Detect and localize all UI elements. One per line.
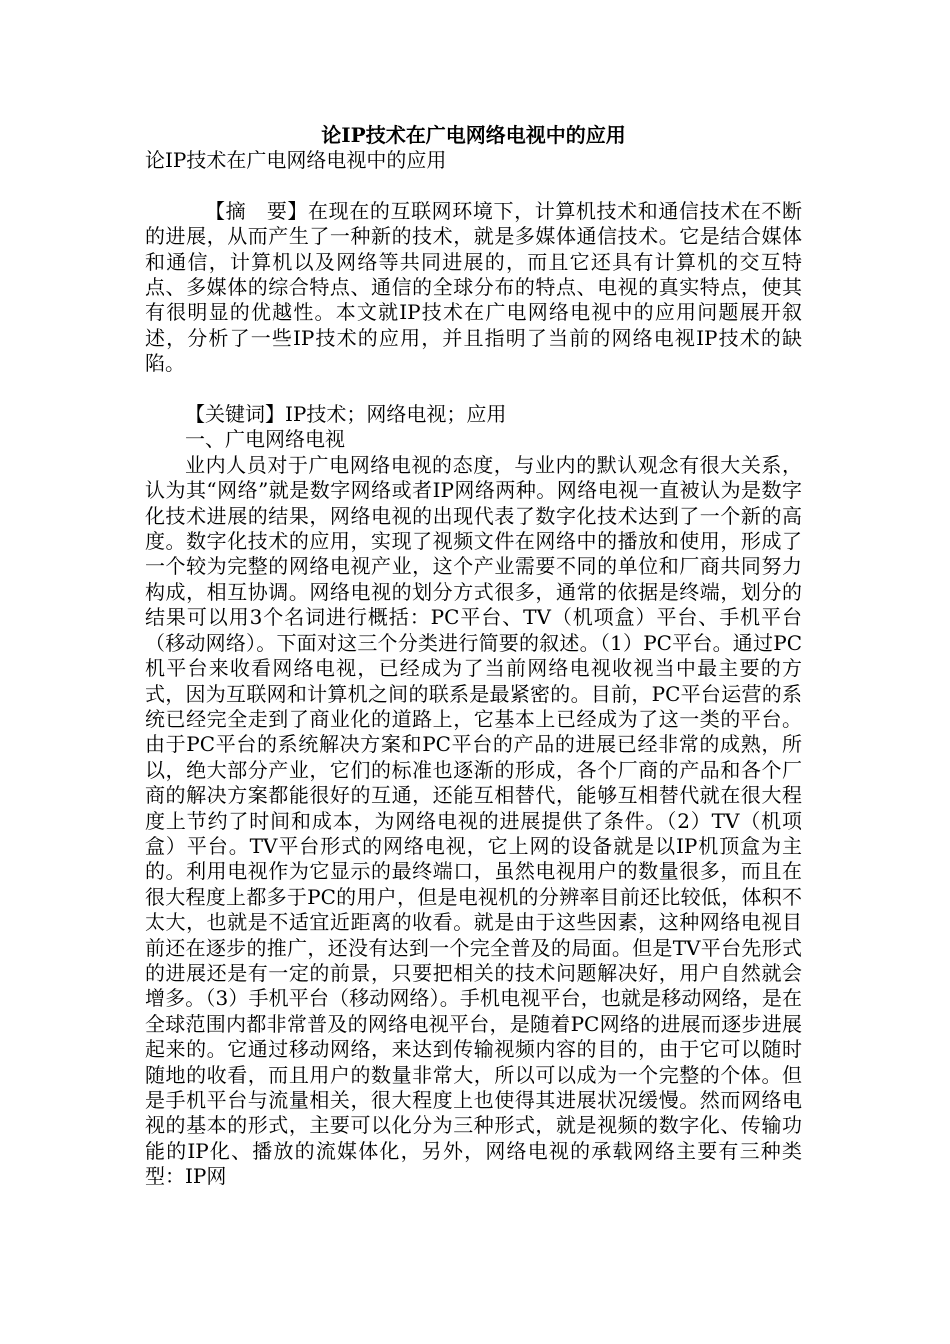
document-title: 论IP技术在广电网络电视中的应用 [321, 123, 626, 147]
section-body-paragraph: 业内人员对于广电网络电视的态度，与业内的默认观念有很大关系，认为其“网络”就是数字网络或者IP网络两种。网络电视一直被认为是数字化技术进展的结果，网络电视的出现代表了数字化技术达到了一个新的高度。数字化技术的应用，实现了视频文件在网络中的播放和使用，形成了一个较为完整的网络电视产业，这个产业需要不同的单位和厂商共同努力构成，相互协调。网络电视的划分方式很多，通常的依据是终端，划分的结果可以用3个名词进行概括：PC平台、TV（机项盒）平台、手机平台（移动网络）。下面对这三个分类进行简要的叙述。（1）PC平台。通过PC机平台来收看网络电视，已经成为了当前网络电视收视当中最主要的方式，因为互联网和计算机之间的联系是最紧密的。目前，PC平台运营的系统已经完全走到了商业化的道路上，它基本上已经成为了这一类的平台。由于PC平台的系统解决方案和PC平台的产品的进展已经非常的成熟，所以，绝大部分产业，它们的标准也逐渐的形成，各个厂商的产品和各个厂商的解决方案都能很好的互通，还能互相替代，能够互相替代就在很大程度上节约了时间和成本，为网络电视的进展提供了条件。（2）TV（机项盒）平台。TV平台形式的网络电视，它上网的设备就是以IP机顶盒为主的。利用电视作为它显示的最终端口，虽然电视用户的数量很多，而且在很大程度上都多于PC的用户，但是电视机的分辨率目前还比较低，体积不太大，也就是不适宜近距离的收看。就是由于这些因素，这种网络电视目前还在逐步的推广，还没有达到一个完全普及的局面。但是TV平台先形式的进展还是有一定的前景，只要把相关的技术问题解决好，用户自然就会增多。（3）手机平台（移动网络）。手机电视平台，也就是移动网络，是在全球范围内都非常普及的网络电视平台，是随着PC网络的进展而逐步进展起来的。它通过移动网络，来达到传输视频内容的目的，由于它可以随时随地的收看，而且用户的数量非常大，所以可以成为一个完整的个体。但是手机平台与流量相关，很大程度上也使得其进展状况缓慢。然而网络电视的基本的形式，主要可以化分为三种形式，就是视频的数字化、传输功能的IP化、播放的流媒体化，另外，网络电视的承载网络主要有三种类型：IP网 [145, 452, 802, 1189]
abstract-paragraph: 【摘 要】在现在的互联网环境下，计算机技术和通信技术在不断的进展，从而产生了一种新的技术，就是多媒体通信技术。它是结合媒体和通信，计算机以及网络等共同进展的，而且它还具有计算机的交互特点、多媒体的综合特点、通信的全球分布的特点、电视的真实特点，使其有很明显的优越性。本文就IP技术在广电网络电视中的应用问题展开叙述，分析了一些IP技术的应用，并且指明了当前的网络电视IP技术的缺陷。 [145, 198, 802, 376]
keywords-line: 【关键词】IP技术；网络电视；应用 [185, 402, 507, 427]
blank-line [145, 377, 802, 402]
section-heading: 一、广电网络电视 [185, 427, 345, 452]
blank-line [145, 173, 802, 198]
document-subtitle: 论IP技术在广电网络电视中的应用 [145, 148, 447, 172]
document-page [145, 122, 802, 1190]
